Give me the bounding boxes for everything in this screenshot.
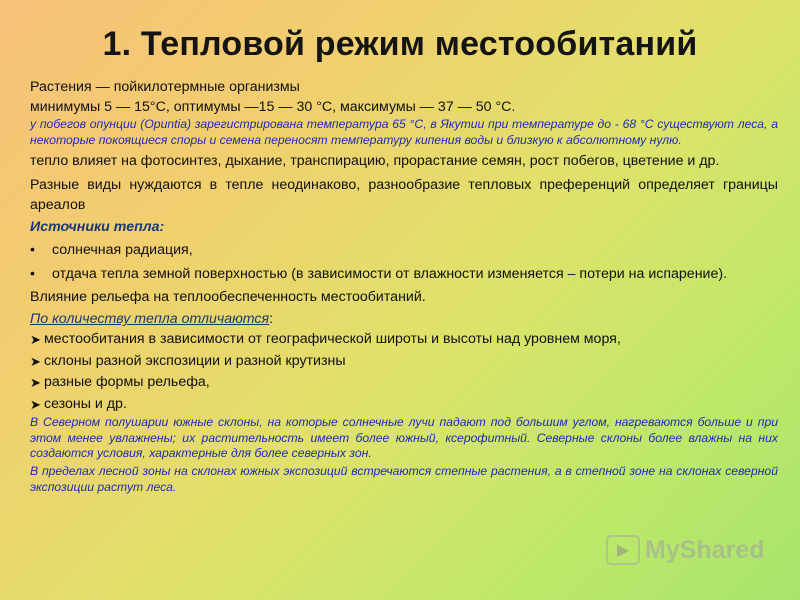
heat-source-item (30, 240, 778, 260)
heat-source-item (30, 264, 778, 284)
note-opuntia: у побегов опунции (Opuntia) зарегистрирована температура 65 °С, в Якутии при температуре до - 68 °С существуют леса, а некоторые покоящиеся споры и семена переносят температуру кипения воды и близкую к абсолютному нулю. (30, 117, 778, 147)
check-arrow-icon: ➤ (30, 332, 41, 348)
slide-title: 1. Тепловой режим местообитаний (102, 25, 698, 63)
relief-text: Влияние рельефа на теплообеспеченность местообитаний. (30, 289, 426, 306)
intro-line-1: Растения — пойкилотермные организмы (30, 79, 300, 95)
bullet-icon: • (30, 266, 35, 283)
quantity-item (30, 351, 778, 373)
note-forest-zone: В пределах лесной зоны на склонах южных экспозиций встречаются степные растения, а в степной зоне на склонах северной экспозиции растут леса. (30, 463, 778, 494)
species-need-text: Разные виды нуждаются в тепле неодинаково, разнообразие тепловых преференций определяет границы ареалов (30, 177, 778, 214)
check-arrow-icon: ➤ (30, 353, 41, 369)
quantity-item (30, 329, 778, 351)
bullet-icon: • (30, 242, 35, 259)
quantity-item-text: склоны разной экспозиции и разной крутизны (44, 352, 346, 369)
note-northern-hemisphere: В Северном полушарии южные склоны, на которые солнечные лучи падают под большим углом, нагреваются больше и при этом менее увлажнены; их растительность имеет более южный, ксерофитный. Северные склоны более влажны на них создаются условия, характерные для более северных зон. (30, 415, 778, 461)
quantity-item (30, 394, 778, 416)
intro-line-2: минимумы 5 — 15°С, оптимумы —15 — 30 °С, максимумы — 37 — 50 °С. (30, 99, 516, 115)
watermark-text: MyShared (645, 535, 765, 564)
quantity-heading-line (30, 309, 778, 329)
watermark (606, 535, 764, 565)
quantity-item-text: разные формы рельефа, (44, 374, 210, 391)
heat-effect-text: тепло влияет на фотосинтез, дыхание, транспирацию, прорастание семян, рост побегов, цветение и др. (30, 153, 720, 170)
quantity-item-text: местообитания в зависимости от географической широты и высоты над уровнем моря, (44, 331, 621, 348)
heat-source-text: отдача тепла земной поверхностью (в зависимости от влажности изменяется – потери на испарение). (52, 266, 728, 283)
heat-source-text: солнечная радиация, (52, 242, 193, 259)
presentation-icon: ▶ (606, 535, 640, 565)
quantity-heading: По количеству тепла отличаются (30, 311, 270, 328)
heat-sources-heading: Источники тепла: (30, 219, 165, 236)
check-arrow-icon: ➤ (30, 396, 41, 412)
slide-content (30, 77, 778, 495)
quantity-item-text: сезоны и др. (44, 395, 127, 412)
check-arrow-icon: ➤ (30, 375, 41, 391)
quantity-colon: : (269, 311, 274, 328)
quantity-item (30, 372, 778, 394)
